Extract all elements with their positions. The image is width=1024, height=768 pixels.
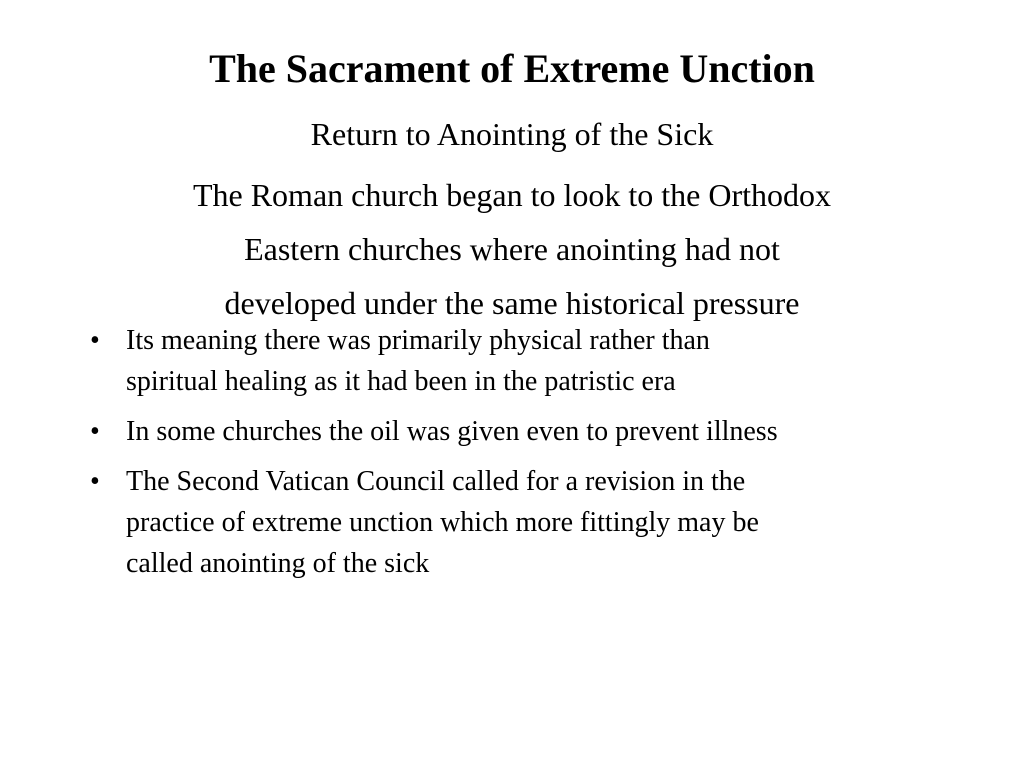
intro-line: developed under the same historical pressure: [224, 285, 800, 321]
bullet-text-line: Its meaning there was primarily physical rather than: [126, 325, 710, 356]
bullet-item: [90, 461, 950, 584]
bullet-text-line: practice of extreme unction which more fittingly may be: [126, 507, 759, 538]
bullet-icon: •: [90, 325, 100, 356]
bullet-text-line: spiritual healing as it had been in the patristic era: [126, 366, 676, 397]
bullet-item: [90, 320, 950, 402]
intro-line: Eastern churches where anointing had not: [244, 231, 780, 267]
slide-subtitle: Return to Anointing of the Sick: [310, 116, 714, 152]
bullet-list: [90, 320, 950, 593]
bullet-item: [90, 411, 950, 452]
bullet-text-line: called anointing of the sick: [126, 548, 430, 579]
bullet-icon: •: [90, 416, 100, 447]
intro-line: The Roman church began to look to the Orthodox: [192, 177, 832, 213]
intro-paragraph: [110, 168, 914, 330]
slide-title: The Sacrament of Extreme Unction: [209, 46, 815, 91]
bullet-icon: •: [90, 466, 100, 497]
bullet-text-line: In some churches the oil was given even to prevent illness: [126, 416, 778, 447]
bullet-text-line: The Second Vatican Council called for a revision in the: [126, 466, 746, 497]
